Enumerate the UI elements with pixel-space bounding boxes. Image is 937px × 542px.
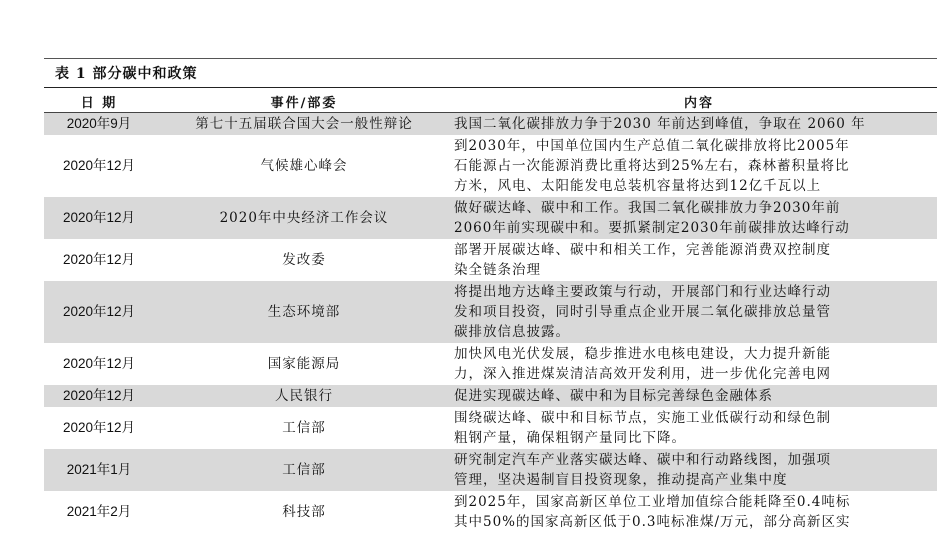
table-row <box>44 113 937 136</box>
table-row <box>44 239 937 281</box>
cell-content: 到2030年，中国单位国内生产总值二氧化碳排放将比2005年 石能源占一次能源消费比重将达到25%左右，森林蓄积量将比 方米，风电、太阳能发电总装机容量将达到12亿千瓦以上 <box>454 138 850 194</box>
table-row <box>44 281 937 343</box>
table-caption: 表 1 部分碳中和政策 <box>55 66 198 82</box>
cell-date: 2020年12月 <box>62 158 136 173</box>
table-row <box>44 449 937 491</box>
cell-content: 将提出地方达峰主要政策与行动，开展部门和行业达峰行动 发和项目投资，同时引导重点企业开展二氧化碳排放总量管 碳排放信息披露。 <box>454 281 937 343</box>
cell-event: 工信部 <box>282 420 326 436</box>
cell-content: 研究制定汽车产业落实碳达峰、碳中和行动路线图，加强项 管理，坚决遏制盲目投资现象，推动提高产业集中度 <box>454 449 937 491</box>
table-row <box>44 135 937 197</box>
header-rule <box>44 87 937 88</box>
cell-content: 做好碳达峰、碳中和工作。我国二氧化碳排放力争2030年前 2060年前实现碳中和。要抓紧制定2030年前碳排放达峰行动 <box>454 197 937 239</box>
cell-date: 2020年12月 <box>62 420 136 435</box>
cell-content: 到2025年，国家高新区单位工业增加值综合能耗降至0.4吨标 其中50%的国家高新区低于0.3吨标准煤/万元，部分高新区实 <box>454 494 851 530</box>
cell-event: 生态环境部 <box>154 281 454 343</box>
table-row <box>44 491 937 533</box>
cell-content: 加快风电光伏发展，稳步推进水电核电建设，大力提升新能 力，深入推进煤炭清洁高效开发利用，进一步优化完善电网 <box>454 346 831 382</box>
cell-date: 2021年2月 <box>66 504 132 519</box>
cell-event: 第七十五届联合国大会一般性辩论 <box>154 113 454 136</box>
table-row <box>44 385 937 407</box>
cell-date: 2020年9月 <box>44 113 154 136</box>
header-event: 事件/部委 <box>154 90 454 113</box>
cell-event: 气候雄心峰会 <box>260 158 348 174</box>
cell-event: 2020年中央经济工作会议 <box>154 197 454 239</box>
header-content: 内容 <box>454 90 937 113</box>
cell-event: 科技部 <box>282 504 326 520</box>
cell-event: 人民银行 <box>154 385 454 407</box>
cell-date: 2020年12月 <box>44 385 154 407</box>
table-row <box>44 343 937 385</box>
table-row <box>44 407 937 449</box>
cell-date: 2020年12月 <box>44 197 154 239</box>
cell-event: 国家能源局 <box>267 356 341 372</box>
cell-date: 2020年12月 <box>62 356 136 371</box>
header-date: 日 期 <box>44 90 154 113</box>
cell-event: 工信部 <box>154 449 454 491</box>
cell-content: 我国二氧化碳排放力争于2030 年前达到峰值，争取在 2060 年 <box>454 113 937 136</box>
table-row <box>44 197 937 239</box>
cell-content: 部署开展碳达峰、碳中和相关工作，完善能源消费双控制度 染全链条治理 <box>454 242 831 278</box>
top-rule <box>44 58 937 59</box>
cell-date: 2021年1月 <box>44 449 154 491</box>
cell-date: 2020年12月 <box>44 281 154 343</box>
policy-table <box>44 90 937 533</box>
cell-content: 促进实现碳达峰、碳中和为目标完善绿色金融体系 <box>454 385 937 407</box>
cell-event: 发改委 <box>282 252 326 268</box>
cell-date: 2020年12月 <box>62 252 136 267</box>
cell-content: 围绕碳达峰、碳中和目标节点，实施工业低碳行动和绿色制 粗钢产量，确保粗钢产量同比下降。 <box>454 410 831 446</box>
header-row <box>44 90 937 113</box>
